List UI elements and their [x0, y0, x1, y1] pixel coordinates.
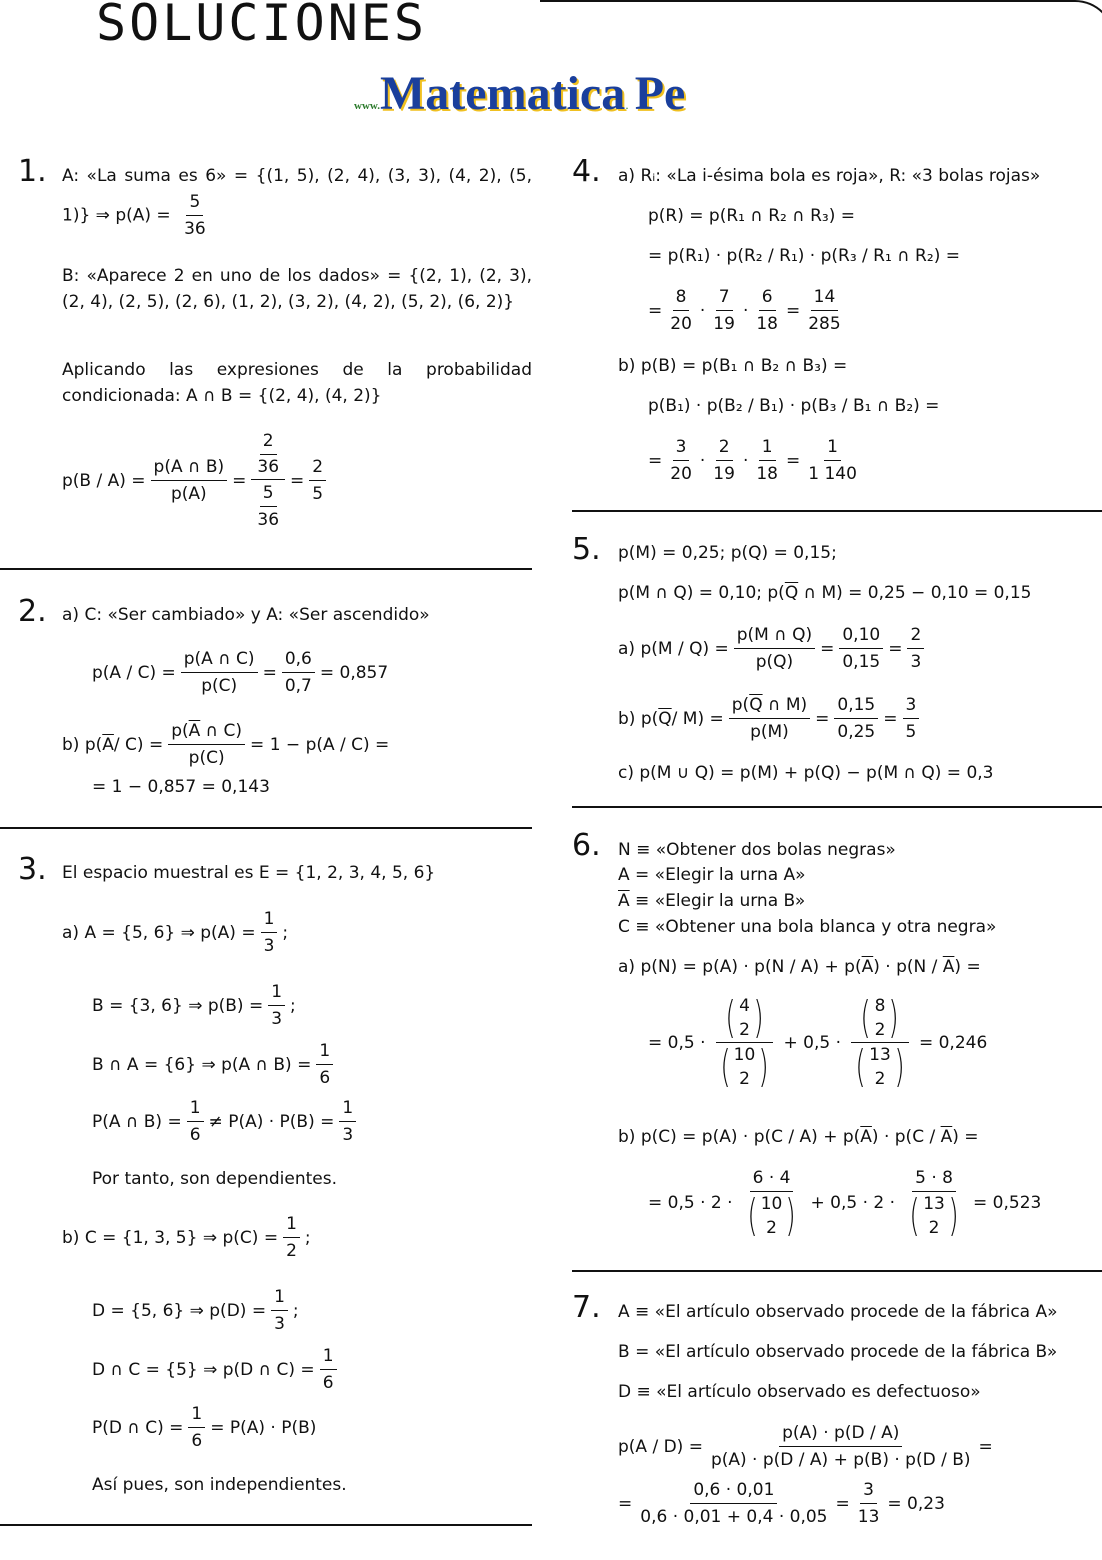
numerator: 0,6 · 0,01	[690, 1477, 777, 1504]
denominator: 6	[322, 1373, 334, 1393]
p7-d1: A ≡ «El artículo observado procede de la fábrica A»	[618, 1302, 1058, 1322]
numerator: p(M ∩ Q)	[734, 622, 815, 649]
dot: ·	[742, 300, 749, 321]
binomial-fraction	[846, 994, 914, 1091]
denominator: 36	[184, 219, 206, 239]
result: = 1 − p(A / C) =	[250, 734, 390, 755]
dot: ·	[699, 450, 706, 471]
fraction	[734, 622, 815, 675]
numerator: p(A) · p(D / A)	[779, 1420, 902, 1447]
statement: b) p(C) = p(A) · p(C / A) + p(	[618, 1127, 861, 1147]
statement: P(A ∩ B) =	[92, 1111, 182, 1132]
denominator: p(Q)	[755, 652, 794, 672]
fraction	[855, 1477, 883, 1530]
formula-lhs: p(B / A) =	[62, 470, 146, 491]
numerator: 1	[320, 1343, 337, 1370]
p3-a4	[92, 1095, 361, 1148]
binomial-top: 8	[874, 996, 886, 1016]
complement-symbol: $\overline{A}$	[940, 1127, 953, 1147]
numerator: 1	[268, 979, 285, 1006]
fraction	[261, 906, 278, 959]
p5-c: c) p(M ∪ Q) = p(M) + p(Q) − p(M ∩ Q) = 0,3	[618, 763, 994, 783]
denominator: 1 140	[808, 464, 857, 484]
statement: a) p(N) = p(A) · p(N / A) + p(	[618, 957, 862, 977]
p4-l2: = p(R₁) · p(R₂ / R₁) · p(R₃ / R₁ ∩ R₂) =	[648, 246, 960, 266]
problem-number: 4.	[572, 154, 601, 189]
binomial-top: 10	[733, 1045, 756, 1065]
equals: =	[290, 470, 305, 491]
divider	[572, 806, 1102, 808]
numerator: 2	[907, 622, 924, 649]
fraction	[181, 189, 209, 242]
numerator: 1	[824, 434, 841, 461]
p3-b1	[62, 1211, 311, 1264]
fraction	[271, 1284, 288, 1337]
semicolon: ;	[304, 1227, 311, 1248]
denominator: 20	[670, 464, 692, 484]
p3-a5: Por tanto, son dependientes.	[92, 1169, 338, 1189]
p5-l1: p(M) = 0,25; p(Q) = 0,15;	[618, 543, 837, 563]
divider	[572, 1270, 1102, 1272]
compound-fraction	[251, 428, 285, 533]
equals: =	[648, 450, 663, 471]
p4-b2: p(B₁) · p(B₂ / B₁) · p(B₃ / B₁ ∩ B₂) =	[648, 396, 940, 416]
denominator: 0,6 · 0,01 + 0,4 · 0,05	[640, 1507, 828, 1527]
fraction	[316, 1038, 333, 1091]
numerator: 0,10	[839, 622, 883, 649]
p2-formula-a: p(A / C) = $\frac{p(A \cap C)}{p(C)}$ = $\frac{0,6}{0,7}$ = 0,857	[92, 646, 388, 699]
binomial-bottom: 2	[739, 1020, 750, 1040]
formula-lhs: b) p(	[618, 708, 659, 729]
p6-d3	[618, 890, 805, 912]
p2-formula-b	[62, 718, 389, 771]
problem-number: 2.	[18, 594, 47, 629]
problem-number: 1.	[18, 154, 47, 189]
numerator: 14	[811, 284, 839, 311]
fraction	[282, 646, 315, 699]
statement: ) · p(N /	[873, 957, 943, 977]
complement-symbol: $\overline{A}$	[942, 957, 955, 977]
equals: =	[785, 300, 801, 321]
p3-b3	[92, 1343, 342, 1396]
logo-www: www.	[354, 100, 380, 112]
numerator: 2	[260, 428, 277, 455]
numerator: 3	[673, 434, 690, 461]
fraction	[738, 1165, 806, 1240]
equals: =	[648, 300, 663, 321]
statement: D ∩ C = {5} ⇒ p(D ∩ C) =	[92, 1359, 315, 1380]
numerator: 6	[759, 284, 776, 311]
formula-lhs: p(A / C) =	[92, 662, 176, 683]
numerator: 1	[339, 1095, 356, 1122]
denominator: p(A) · p(D / A) + p(B) · p(D / B)	[710, 1450, 971, 1470]
binomial-bottom: 2	[928, 1218, 940, 1238]
semicolon: ;	[282, 922, 289, 943]
statement: ∩ M) = 0,25 − 0,10 = 0,15	[798, 583, 1032, 603]
fraction	[187, 1095, 204, 1148]
binomial: ( 4 2 )	[725, 992, 764, 1043]
binomial-bottom: 2	[874, 1020, 886, 1040]
statement: B = {3, 6} ⇒ p(B) =	[92, 995, 264, 1016]
divider	[0, 568, 532, 570]
formula-lhs: a) p(M / Q) =	[618, 638, 729, 659]
numerator: ∩ C)	[200, 721, 243, 741]
numerator: 1	[316, 1038, 333, 1065]
statement: B ∩ A = {6} ⇒ p(A ∩ B) =	[92, 1054, 312, 1075]
statement: D = {5, 6} ⇒ p(D) =	[92, 1300, 267, 1321]
fraction	[637, 1477, 830, 1530]
fraction: $\frac{p(\overline{A} \cap C)}{p(C)}$	[168, 718, 245, 771]
result: = 0,246	[918, 1032, 988, 1053]
fraction	[708, 1420, 974, 1473]
p7-d2: B = «El artículo observado procede de la fábrica B»	[618, 1342, 1058, 1362]
statement: ) =	[952, 1127, 979, 1147]
denominator: 36	[257, 457, 280, 477]
numerator: 5	[260, 480, 277, 507]
numerator: 5 · 8	[912, 1165, 956, 1192]
fraction	[903, 692, 920, 745]
denominator: 36	[257, 510, 280, 530]
p1-c-text: Aplicando las expresiones de la probabilidad condicionada: A ∩ B = {(2, 4), (4, 2)}	[62, 360, 532, 406]
fraction	[753, 284, 781, 337]
denominator: 285	[808, 314, 841, 334]
denominator: 6	[319, 1068, 331, 1088]
fraction	[805, 284, 843, 337]
p6-d1: N ≡ «Obtener dos bolas negras»	[618, 840, 896, 860]
binomial-fraction	[711, 994, 779, 1091]
fraction	[181, 646, 258, 699]
denominator: 3	[910, 652, 922, 672]
numerator: 6 · 4	[750, 1165, 794, 1192]
p4-b3	[648, 434, 865, 487]
numerator: 2	[309, 454, 326, 481]
divider	[0, 1524, 532, 1526]
numerator: 0,6	[282, 646, 315, 673]
fraction	[805, 434, 860, 487]
fraction	[710, 434, 738, 487]
formula-lhs-end: / C) =	[113, 734, 164, 755]
binomial-bottom: 2	[766, 1218, 777, 1238]
p3-intro: El espacio muestral es E = {1, 2, 3, 4, 5, 6}	[62, 863, 436, 883]
logo-dot: .	[625, 99, 629, 112]
numerator: 3	[860, 1477, 877, 1504]
numerator: 1	[188, 1401, 205, 1428]
divider	[0, 827, 532, 829]
denominator: 0,15	[842, 652, 881, 672]
logo-pe: Pe	[634, 67, 686, 120]
denominator: 3	[271, 1009, 283, 1029]
statement: = 0,5 ·	[648, 1032, 706, 1053]
statement: = 0,5 · 2 ·	[648, 1192, 733, 1213]
statement: ) =	[954, 957, 981, 977]
binomial-top: 13	[869, 1045, 891, 1065]
binomial-top: 10	[760, 1194, 783, 1214]
fraction	[839, 622, 883, 675]
fraction	[309, 454, 326, 507]
numerator: 1	[271, 1284, 288, 1311]
p5-a: a) p(M / Q) = $\frac{p(M \cap Q)}{p(Q)}$ = $\frac{0,10}{0,15}$ = $\frac{2}{3}$	[618, 622, 929, 675]
problem-number: 5.	[572, 532, 601, 567]
binomial-bottom: 2	[739, 1069, 750, 1089]
dot: ·	[742, 450, 749, 471]
binomial: ( 13 2 )	[909, 1190, 959, 1241]
denominator: 3	[274, 1314, 285, 1334]
denominator: p(M)	[750, 722, 789, 742]
p3-a1	[62, 906, 288, 959]
denominator: 2	[286, 1241, 297, 1261]
p4-l3	[648, 284, 849, 337]
p5-b: b) p( $\overline{Q}$ / M) = $\frac{p(\overline{Q} \cap M)}{p(M)}$ = $\frac{0,15}{0,25}$ = $\frac{3}{5}$	[618, 692, 924, 745]
p4-l1: p(R) = p(R₁ ∩ R₂ ∩ R₃) =	[648, 206, 856, 226]
denominator: 5	[905, 722, 917, 742]
page-title: SOLUCIONES	[96, 0, 428, 52]
p3-a2	[92, 979, 296, 1032]
p2-b-continuation: = 1 − 0,857 = 0,143	[92, 777, 270, 797]
numerator: 0,15	[834, 692, 878, 719]
fraction	[753, 434, 781, 487]
statement: a) A = {5, 6} ⇒ p(A) =	[62, 922, 256, 943]
semicolon: ;	[290, 995, 296, 1016]
p6-a-l2	[648, 994, 987, 1091]
denominator: 5	[312, 484, 324, 504]
result: = 0,523	[973, 1192, 1042, 1213]
p6-d2: A = «Elegir la urna A»	[618, 865, 806, 885]
p3-b4	[92, 1401, 316, 1454]
fraction	[900, 1165, 968, 1240]
denominator: p(C)	[188, 748, 225, 768]
numerator: 1	[261, 906, 278, 933]
statement: ≡ «Elegir la urna B»	[629, 891, 806, 911]
statement: ≠ P(A) · P(B) =	[208, 1111, 335, 1132]
statement: b) C = {1, 3, 5} ⇒ p(C) =	[62, 1227, 279, 1248]
p6-d4: C ≡ «Obtener una bola blanca y otra negra»	[618, 917, 997, 937]
logo-matematica: Matematica	[379, 67, 626, 120]
divider	[572, 510, 1102, 512]
denominator: 19	[713, 464, 735, 484]
denominator: 13	[857, 1507, 880, 1527]
equals: =	[232, 470, 247, 491]
denominator: 19	[713, 314, 735, 334]
numerator: ∩ M)	[762, 695, 808, 715]
formula-lhs-end: / M) =	[671, 708, 724, 729]
result: = 0,23	[887, 1493, 945, 1514]
complement-symbol: $\overline{A}$	[102, 734, 114, 755]
complement-symbol: $\overline{A}$	[861, 957, 874, 977]
p2-a-text: a) C: «Ser cambiado» y A: «Ser ascendido»	[62, 605, 430, 625]
p6-b-l2	[648, 1165, 1041, 1240]
problem-number: 7.	[572, 1290, 601, 1325]
numerator: 3	[903, 692, 920, 719]
result: = 0,857	[319, 662, 389, 683]
fraction	[729, 692, 810, 745]
denominator: 20	[670, 314, 692, 334]
binomial: ( 10 2 )	[746, 1190, 797, 1241]
p7-formula	[618, 1420, 993, 1473]
p7-result: = $\frac{0,6 \cdot 0,01}{0,6 \cdot 0,01 + 0,4 \cdot 0,05}$ = $\frac{3}{13}$ = 0,23	[618, 1477, 945, 1530]
p1-formula	[62, 428, 331, 533]
binomial: ( 13 2 )	[855, 1041, 905, 1092]
dot: ·	[699, 300, 706, 321]
statement: + 0,5 · 2 ·	[810, 1192, 896, 1213]
denominator: p(A)	[170, 484, 207, 504]
binomial-top: 13	[923, 1194, 945, 1214]
p4-a-text: a) Rᵢ: «La i-ésima bola es roja», R: «3 bolas rojas»	[618, 166, 1041, 186]
equals: =	[785, 450, 801, 471]
denominator: 3	[342, 1125, 354, 1145]
fraction	[320, 1343, 337, 1396]
numerator: 1	[283, 1211, 300, 1238]
numerator: 2	[716, 434, 733, 461]
p4-b1: b) p(B) = p(B₁ ∩ B₂ ∩ B₃) =	[618, 356, 848, 376]
formula-lhs: p(A / D) =	[618, 1436, 703, 1457]
statement: + 0,5 ·	[783, 1032, 841, 1053]
p3-b2	[92, 1284, 299, 1337]
numerator: p(A ∩ B)	[151, 454, 228, 481]
statement: p(M ∩ Q) = 0,10; p(	[618, 583, 785, 603]
p3-a3	[92, 1038, 338, 1091]
numerator: 5	[186, 189, 203, 216]
fraction	[339, 1095, 356, 1148]
p1-b-text: B: «Aparece 2 en uno de los dados» = {(2, 1), (2, 3), (2, 4), (2, 5), (2, 6), (1, 2), (3, 2), (4, 2), (5, 2), (6, 2)}	[62, 266, 532, 312]
complement-symbol: $\overline{Q}$	[784, 583, 799, 603]
p5-l2	[618, 582, 1031, 604]
p1-a-statement: A: «La suma es 6» = {(1, 5), (2, 4), (3, 3), (4, 2), (5, 1)} ⇒ p(A) =	[62, 166, 532, 226]
numerator: 1	[187, 1095, 204, 1122]
statement: P(D ∩ C) =	[92, 1417, 184, 1438]
denominator: 18	[756, 314, 778, 334]
denominator: 6	[191, 1431, 203, 1451]
p6-a-l1	[618, 956, 981, 978]
fraction	[834, 692, 878, 745]
binomial: ( 10 2 )	[719, 1041, 770, 1092]
fraction	[667, 434, 695, 487]
binomial: ( 8 2 )	[860, 992, 900, 1043]
p7-d3: D ≡ «El artículo observado es defectuoso»	[618, 1382, 981, 1402]
problem-number: 3.	[18, 852, 47, 887]
denominator: 18	[756, 464, 778, 484]
fraction	[710, 284, 738, 337]
fraction	[283, 1211, 300, 1264]
statement: = P(A) · P(B)	[210, 1417, 317, 1438]
complement-symbol: $\overline{Q}$	[658, 708, 672, 729]
p6-b-l1	[618, 1126, 979, 1148]
numerator: p(A ∩ C)	[181, 646, 258, 673]
denominator: 3	[263, 936, 275, 956]
numerator: 1	[759, 434, 776, 461]
binomial-bottom: 2	[874, 1069, 886, 1089]
equals: =	[978, 1436, 993, 1457]
numerator-start: p(	[731, 695, 750, 715]
logo	[354, 66, 685, 121]
p3-b5: Así pues, son independientes.	[92, 1475, 347, 1495]
formula-lhs: b) p(	[62, 734, 103, 755]
denominator: 0,25	[837, 722, 876, 742]
complement-symbol: $\overline{Q}$	[749, 695, 763, 715]
denominator: 0,7	[284, 676, 312, 696]
fraction	[151, 454, 228, 507]
numerator: 8	[673, 284, 690, 311]
complement-symbol: $\overline{A}$	[860, 1127, 872, 1147]
p1-a-text	[62, 163, 532, 242]
fraction	[667, 284, 695, 337]
problem-number: 6.	[572, 828, 601, 863]
complement-symbol: $\overline{A}$	[618, 891, 630, 911]
equals: =	[618, 1493, 633, 1514]
statement: ) · p(C /	[871, 1127, 941, 1147]
binomial-top: 4	[739, 996, 750, 1016]
fraction	[188, 1401, 205, 1454]
denominator: p(C)	[201, 676, 238, 696]
complement-symbol: $\overline{A}$	[188, 721, 201, 741]
semicolon: ;	[292, 1300, 299, 1321]
fraction	[907, 622, 924, 675]
denominator: 6	[189, 1125, 201, 1145]
fraction	[268, 979, 285, 1032]
numerator: 7	[716, 284, 733, 311]
